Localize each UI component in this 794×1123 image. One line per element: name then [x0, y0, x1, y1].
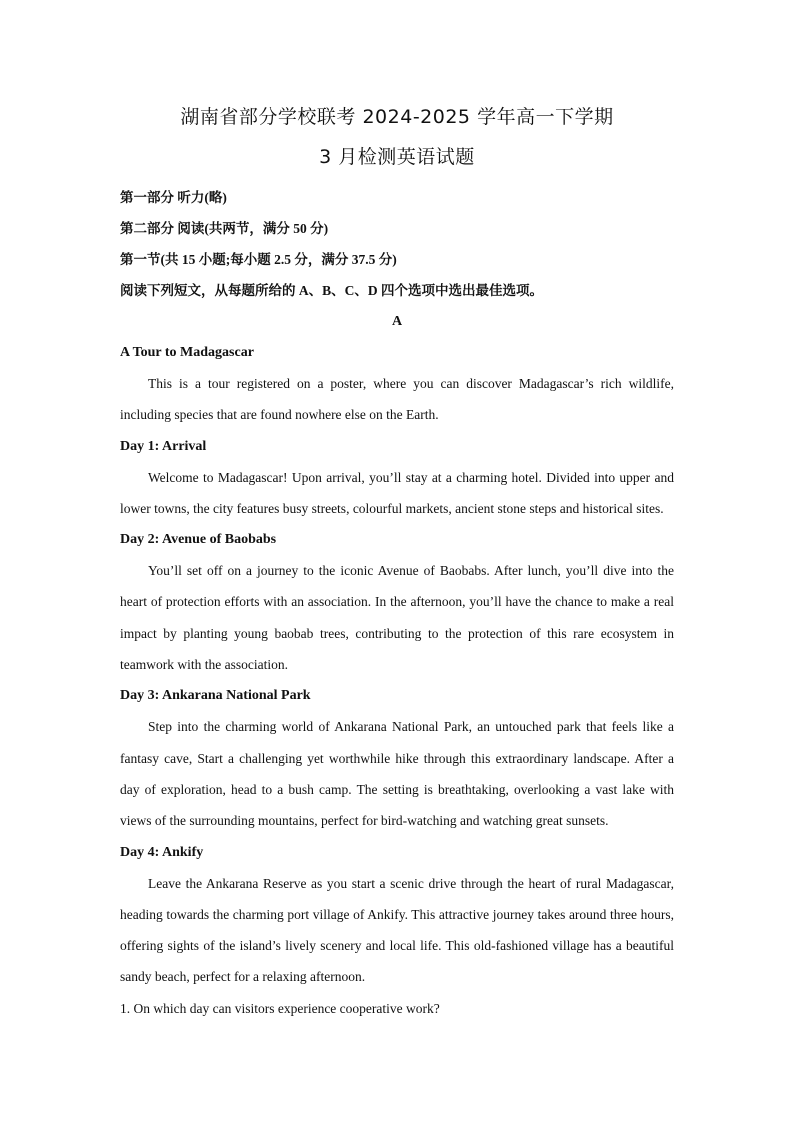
passage-letter: A — [391, 314, 403, 329]
question-1: 1. On which day can visitors experience cooperative work? — [120, 1000, 440, 1016]
day4-text: Leave the Ankarana Reserve as you start a scenic drive through the heart of rural Madagascar, heading towards the charming port village of Ankify. This attractive journey takes around three hours, offering sights of the island’s lively scenery and local life. This old-fashioned village has a beautiful sandy beach, perfect for a relaxing afternoon. — [120, 875, 674, 985]
document-page — [120, 100, 674, 1024]
part1-label: 第一部分 听力(略) — [120, 190, 227, 205]
exam-title-line2: 3 月检测英语试题 — [319, 146, 475, 168]
day1-heading: Day 1: Arrival — [120, 438, 207, 454]
instruction-text: 阅读下列短文，从每题所给的 A、B、C、D 四个选项中选出最佳选项。 — [120, 283, 544, 298]
passage-intro: This is a tour registered on a poster, where you can discover Madagascar’s rich wildlife, including species that are found nowhere else on the Earth. — [120, 376, 674, 423]
section1-label: 第一节(共 15 小题;每小题 2.5 分，满分 37.5 分) — [120, 252, 397, 267]
day3-text: Step into the charming world of Ankarana National Park, an untouched park that feels like a fantasy cave, Start a challenging yet worthwhile hike through this extraordinary landscape. After a day of exploration, head to a bush camp. The setting is breathtaking, overlooking a vast lake with views of the surrounding mountains, perfect for bird-watching and watching great sunsets. — [120, 719, 674, 829]
day3-heading: Day 3: Ankarana National Park — [120, 688, 311, 704]
day4-heading: Day 4: Ankify — [120, 844, 204, 860]
day1-text: Welcome to Madagascar! Upon arrival, you’ll stay at a charming hotel. Divided into upper and lower towns, the city features busy streets, colourful markets, ancient stone steps and historical sites. — [120, 469, 674, 516]
passage-title: A Tour to Madagascar — [120, 345, 254, 360]
part2-label: 第二部分 阅读(共两节，满分 50 分) — [120, 221, 329, 236]
exam-title-line1: 湖南省部分学校联考 2024-2025 学年高一下学期 — [180, 106, 614, 128]
day2-text: You’ll set off on a journey to the iconic Avenue of Baobabs. After lunch, you’ll dive into the heart of protection efforts with an association. In the afternoon, you’ll have the chance to make a real impact by planting young baobab trees, contributing to the protection of this rare ecosystem in teamwork with the association. — [120, 563, 674, 673]
day2-heading: Day 2: Avenue of Baobabs — [120, 532, 277, 548]
